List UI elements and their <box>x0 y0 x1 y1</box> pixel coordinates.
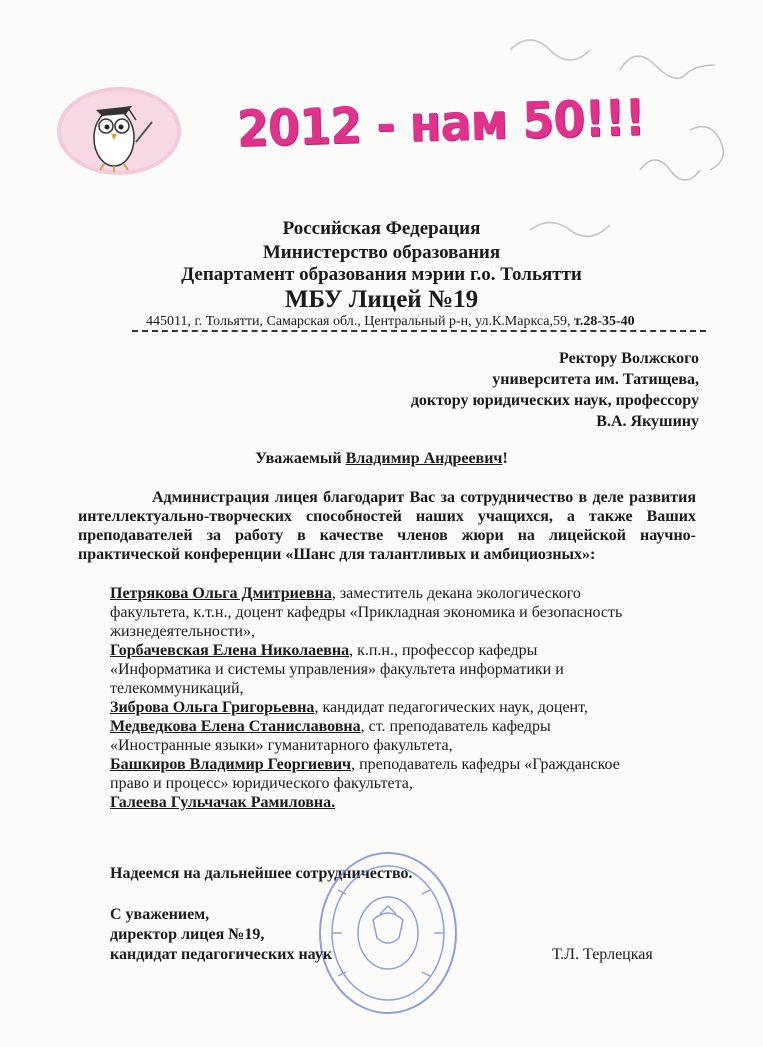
member-name: Медведкова Елена Станиславовна <box>110 718 361 735</box>
member-role: факультета, к.т.н., доцент кафедры «Прикладная экономика и безопасность <box>110 604 623 621</box>
member-role: телекоммуникаций, <box>110 680 244 697</box>
list-item <box>110 793 710 812</box>
greeting-prefix: Уважаемый <box>255 450 346 467</box>
letter-body <box>78 488 696 564</box>
signature-block <box>110 905 332 965</box>
recipient-line: Ректору Волжского <box>559 350 699 367</box>
signer-name: Т.Л. Терлецкая <box>552 946 653 963</box>
member-name: Зиброва Ольга Григорьевна <box>110 699 315 716</box>
address-line <box>146 314 635 330</box>
list-item <box>110 660 710 679</box>
header-department: Департамент образования мэрии г.о. Тольятти <box>181 264 582 285</box>
list-item <box>110 755 710 774</box>
anniversary-banner: 2012 - нам 50!!! <box>236 88 646 158</box>
member-role: , преподаватель кафедры «Гражданское <box>351 756 620 773</box>
list-item <box>110 698 710 717</box>
signature-line: директор лицея №19, <box>110 926 265 943</box>
list-item <box>110 641 710 660</box>
recipient-line: университета им. Татищева, <box>492 371 699 388</box>
list-item <box>110 584 710 603</box>
owl-logo-icon <box>56 86 182 176</box>
signature-line: С уважением, <box>110 906 210 923</box>
jury-members-list <box>110 584 710 812</box>
member-role: , кандидат педагогических наук, доцент, <box>314 699 588 716</box>
recipient-block <box>411 348 699 432</box>
phone-number: т.28-35-40 <box>574 314 635 329</box>
separator-line <box>132 330 706 332</box>
header-ministry: Министерство образования <box>262 242 501 263</box>
member-name: Горбачевская Елена Николаевна <box>110 642 350 659</box>
closing-line: Надеемся на дальнейшее сотрудничество. <box>110 865 413 882</box>
list-item <box>110 622 710 641</box>
recipient-line: доктору юридических наук, профессору <box>410 392 699 409</box>
member-role: «Информатика и системы управления» факультета информатики и <box>110 661 564 678</box>
member-role: «Иностранные языки» гуманитарного факультета, <box>110 737 453 754</box>
list-item <box>110 717 710 736</box>
signature-line: кандидат педагогических наук <box>110 946 333 963</box>
member-role: , ст. преподаватель кафедры <box>360 718 551 735</box>
greeting-suffix: ! <box>502 450 508 467</box>
header-organization: МБУ Лицей №19 <box>284 286 479 313</box>
member-name: Башкиров Владимир Георгиевич <box>110 756 352 773</box>
member-role: право и процесс» юридического факультета, <box>110 775 413 792</box>
address-text: 445011, г. Тольятти, Самарская обл., Центральный р-н, ул.К.Маркса,59, <box>146 314 575 329</box>
body-paragraph: Администрация лицея благодарит Вас за сотрудничество в деле развития интеллектуально-творческих способностей наших учащихся, а также Ваших преподавателей за работу в качестве членов жюри на лицейской научно-практической конференции «Шанс для талантливых и амбициозных»: <box>78 489 696 563</box>
member-role: , к.п.н., профессор кафедры <box>349 642 538 659</box>
official-stamp-icon <box>318 850 458 1016</box>
list-item <box>110 774 710 793</box>
member-role: , заместитель декана экологического <box>331 585 581 602</box>
greeting <box>0 450 763 468</box>
member-name: Петрякова Ольга Дмитриевна <box>110 585 332 602</box>
member-name: Галеева Гульчачак Рамиловна. <box>110 794 336 811</box>
recipient-line: В.А. Якушину <box>596 413 699 430</box>
list-item <box>110 736 710 755</box>
header-country: Российская Федерация <box>282 218 481 239</box>
list-item <box>110 679 710 698</box>
greeting-name: Владимир Андреевич <box>345 450 503 467</box>
list-item <box>110 603 710 622</box>
member-role: жизнедеятельности», <box>110 623 255 640</box>
